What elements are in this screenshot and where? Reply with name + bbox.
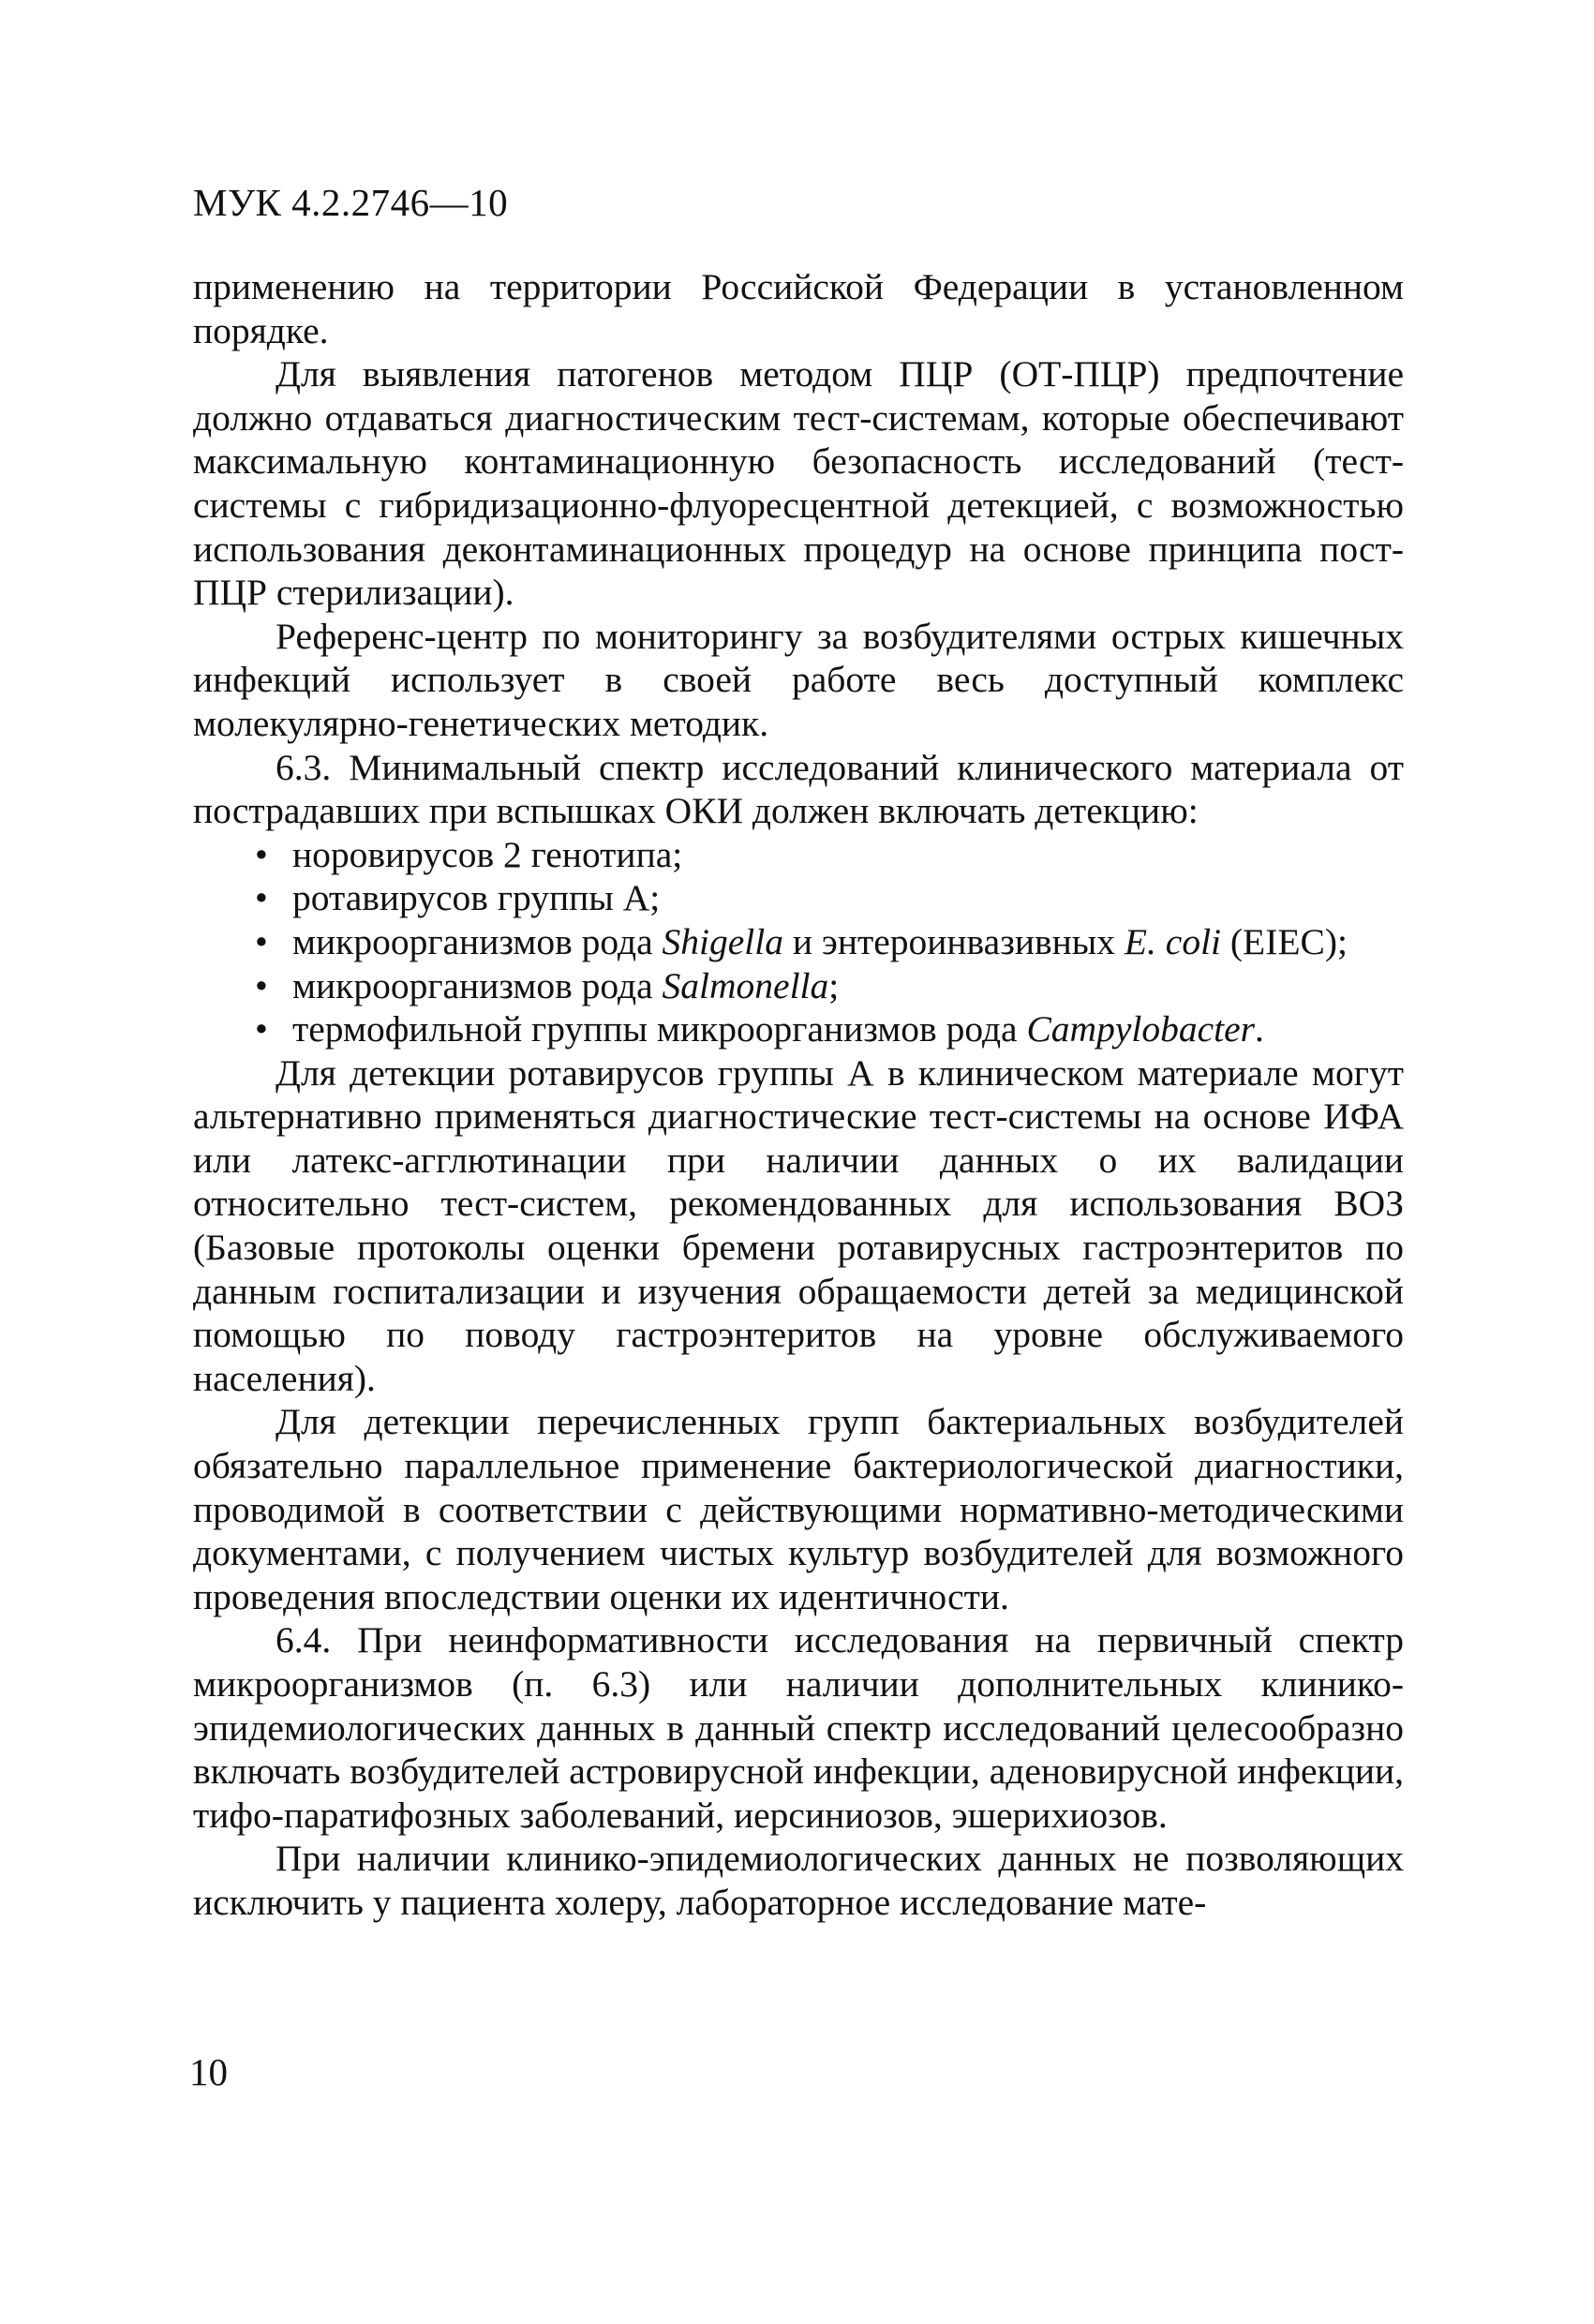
genus-name: Shigella bbox=[662, 920, 783, 962]
paragraph-reference-center: Референс-центр по мониторингу за возбудителями острых кишечных инфекций использует в своей работе весь доступный комплекс молекулярно-генетических методик. bbox=[193, 615, 1404, 744]
paragraph-bacteriological-diagnostics: Для детекции перечисленных групп бактериальных возбудителей обязательно параллельное применение бактериологической диагностики, проводимой в соответствии с действующими нормативно-методическими документами, с получением чистых культур возбудителей для возможного проведения впоследствии оценки их идентичности. bbox=[193, 1401, 1404, 1617]
document-code-header: МУК 4.2.2746—10 bbox=[193, 181, 509, 224]
list-item-text: микроорганизмов рода bbox=[292, 920, 663, 962]
list-item-text: микроорганизмов рода bbox=[292, 964, 663, 1006]
list-item bbox=[268, 964, 1404, 1008]
document-body bbox=[193, 265, 1404, 1925]
paragraph-section-6-3: 6.3. Минимальный спектр исследований клинического материала от пострадавших при вспышках ОКИ должен включать детекцию: bbox=[193, 746, 1404, 832]
paragraph-section-6-4: 6.4. При неинформативности исследования на первичный спектр микроорганизмов (п. 6.3) или наличии дополнительных клинико-эпидемиологических данных в данный спектр исследований целесообразно включать возбудителей астровирусной инфекции, аденовирусной инфекции, тифо-паратифозных заболеваний, иерсиниозов, эшерихиозов. bbox=[193, 1619, 1404, 1836]
paragraph-pcr-test-systems: Для выявления патогенов методом ПЦР (ОТ-ПЦР) предпочтение должно отдаваться диагностическим тест-системам, которые обеспечивают максимальную контаминационную безопасность исследований (тест-системы с гибридизационно-флуоресцентной детекцией, с возможностью использования деконтаминационных процедур на основе принципа пост-ПЦР стерилизации). bbox=[193, 353, 1404, 614]
list-item bbox=[268, 833, 1404, 877]
page-number: 10 bbox=[189, 2050, 228, 2093]
list-item-text: норовирусов 2 генотипа; bbox=[292, 833, 683, 875]
list-item-text: . bbox=[1255, 1008, 1264, 1050]
genus-name: Campylobacter bbox=[1026, 1008, 1255, 1050]
list-item bbox=[268, 876, 1404, 920]
list-item bbox=[268, 1007, 1404, 1051]
list-item-text: (EIEC); bbox=[1221, 920, 1348, 962]
detection-list bbox=[193, 833, 1404, 1051]
species-name: E. coli bbox=[1124, 920, 1222, 962]
paragraph-continuation: применению на территории Российской Федерации в установленном порядке. bbox=[193, 266, 1404, 351]
paragraph-cholera: При наличии клинико-эпидемиологических данных не позволяющих исключить у пациента холеру, лабораторное исследование мате- bbox=[193, 1838, 1404, 1923]
list-item-text: ; bbox=[828, 964, 840, 1006]
list-item-text: термофильной группы микроорганизмов рода bbox=[292, 1008, 1027, 1050]
genus-name: Salmonella bbox=[662, 964, 829, 1006]
list-item-text: и энтероинвазивных bbox=[783, 920, 1125, 962]
paragraph-rotavirus-detection: Для детекции ротавирусов группы А в клиническом материале могут альтернативно применяться диагностические тест-системы на основе ИФА или латекс-агглютинации при наличии данных о их валидации относительно тест-систем, рекомендованных для использования ВОЗ (Базовые протоколы оценки бремени ротавирусных гастроэнтеритов по данным госпитализации и изучения обращаемости детей за медицинской помощью по поводу гастроэнтеритов на уровне обслуживаемого населения). bbox=[193, 1051, 1404, 1399]
list-item bbox=[268, 920, 1404, 964]
list-item-text: ротавирусов группы А; bbox=[292, 877, 661, 919]
